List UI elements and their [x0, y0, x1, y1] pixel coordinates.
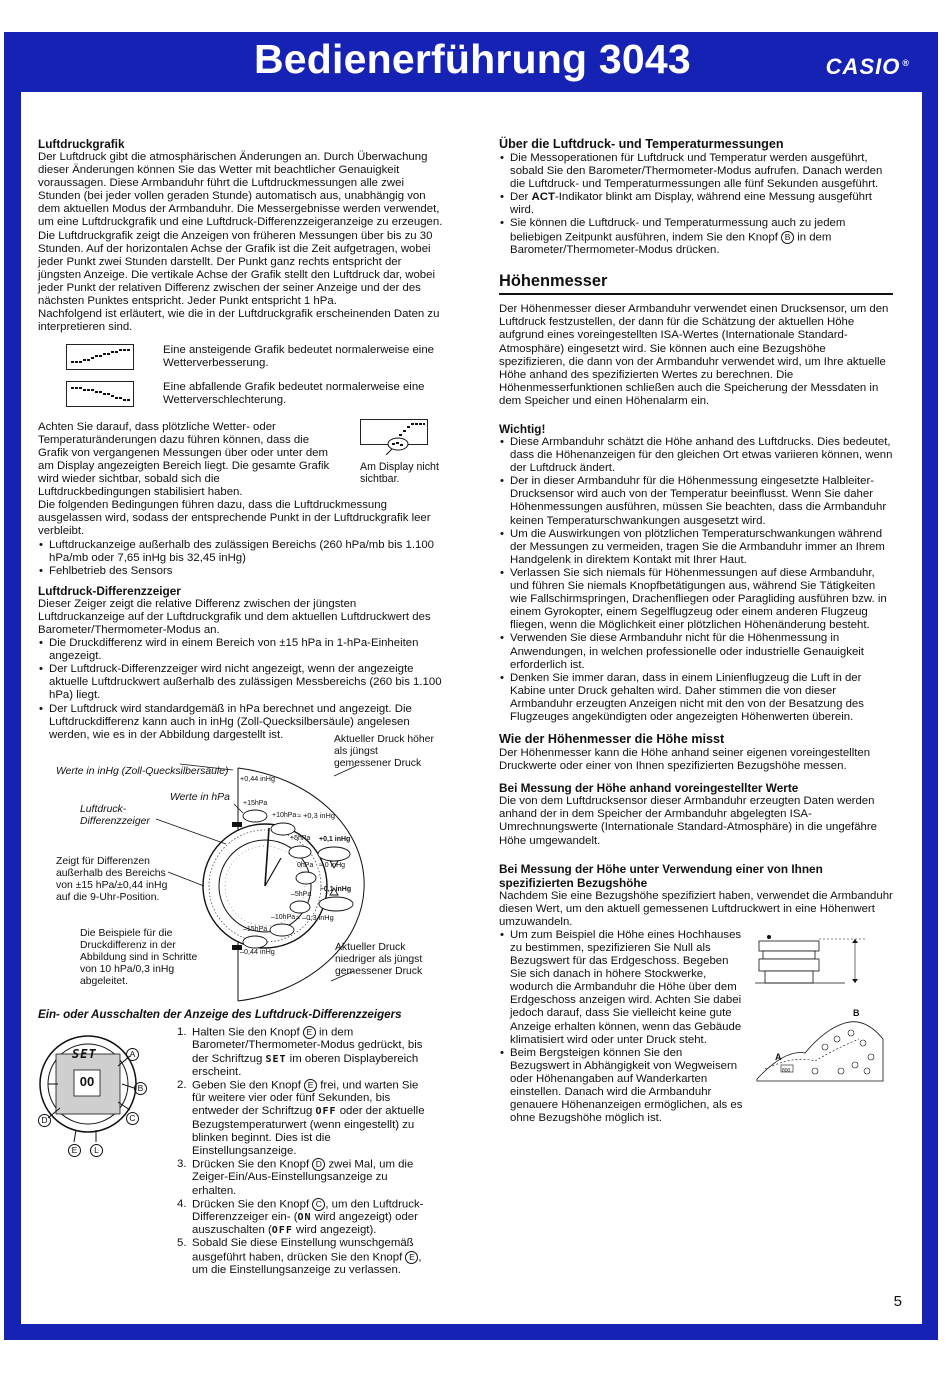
section-title-luftdruckgrafik: Luftdruckgrafik: [38, 137, 125, 151]
tick-plus-044-inhg: +0,44 inHg: [240, 773, 275, 783]
tick-minus-5-hpa: –5hPa: [291, 890, 312, 898]
key-c-icon: C: [312, 1198, 325, 1211]
button-c[interactable]: C: [126, 1112, 139, 1125]
tick-minus-03-inhg: ≈ –0,3 inHg: [296, 912, 334, 922]
label-inhg: Werte in inHg (Zoll-Quecksilbersäule): [56, 765, 229, 777]
list-item: • Verwenden Sie diese Armbanduhr nicht für die Höhenmessung in Anwendungen, in welchen professionelle oder industrielle Genauigkeit erforderlich ist.: [499, 632, 893, 671]
left-column: [38, 137, 443, 1277]
brand-logo: [826, 54, 910, 80]
step-item: 2. Geben Sie den Knopf E frei, und warten Sie für weitere vier oder fünf Sekunden, bis entweder der Schriftzug OFF oder der aktuelle Bezugstemperaturwert (wenn eingestellt) zu blinken beginnt. Dies ist die Einstellungsanzeige.: [177, 1078, 425, 1157]
list-item: • Beim Bergsteigen können Sie den Bezugswert in Abhängigkeit von Wegweisern oder Höhenangaben auf Wanderkarten einstellen. Danach wird die Armbanduhr genauere Höhenanzeigen ermöglichen, als es ohne Bezugshöhe möglich ist.: [499, 1047, 744, 1126]
step-item: 4. Drücken Sie den Knopf C , um den Luftdruck-Differenzzeiger ein- (ON wird angezeigt) oder auszuschalten (OFF wird angezeigt).: [177, 1197, 424, 1237]
falling-graph-icon: [66, 381, 134, 407]
key-b-icon: B: [781, 231, 794, 244]
tick-plus-10-hpa: +10hPa: [272, 811, 297, 819]
paragraph: Nachdem Sie eine Bezugshöhe spezifiziert haben, verwendet die Armbanduhr diesen Wert, um den aktuell gemessenen Luftdruckwert in eine Höhenwert umzuwandeln.: [499, 889, 893, 928]
tick-plus-5-hpa: +5hPa: [290, 834, 311, 842]
section-title-differenzzeiger: Luftdruck-Differenzzeiger: [38, 583, 181, 598]
switch-instructions: [38, 1026, 443, 1277]
list-item: • Luftdruckanzeige außerhalb des zulässigen Bereichs (260 hPa/mb bis 1.100 hPa/mb oder 7,65 inHg bis 32,45 inHg): [38, 539, 443, 565]
seg-off: OFF: [271, 1225, 293, 1237]
page-number: 5: [893, 1293, 902, 1310]
paragraph: Der Höhenmesser dieser Armbanduhr verwendet einen Drucksensor, um den Luftdruck festzustellen, der dann für die Schätzung der aktuellen Höhe aufgrund eines voreingestellten ISA-Wertes (Internationale Standard-Atmosphäre) eingesetzt wird. Sie können auch eine Bezugshöhe spezifizieren, die dann von der Armbanduhr verwendet wird, um Ihre aktuelle Höhe anhand des spezifizierten Wertes zu berechnen. Die Höhenmesserfunktionen schließen auch die Speicherung der Messdaten in dem Speicher und einen Höhenalarm ein.: [499, 303, 889, 407]
seg-set: SET: [265, 1053, 287, 1065]
building-figure: [755, 929, 885, 993]
key-e-icon: E: [303, 1026, 316, 1039]
measurement-list: [499, 152, 893, 257]
key-e-icon: E: [405, 1251, 418, 1264]
paragraph: Die folgenden Bedingungen führen dazu, dass die Luftdruckmessung ausgelassen wird, sodass der entsprechende Punkt in der Luftdruckgrafik leer verbleibt.: [38, 499, 431, 538]
tick-plus-15-hpa: +15hPa: [243, 799, 268, 807]
mountain-figure: [755, 1009, 885, 1088]
list-item: • Der ACT-Indikator blinkt am Display, während eine Messung ausgeführt wird.: [499, 191, 893, 217]
section-title-wie: Wie der Höhenmesser die Höhe misst: [499, 732, 725, 747]
section-title-bezugshoehe: Bei Messung der Höhe unter Verwendung einer von Ihnen spezifizierten Bezugshöhe: [499, 861, 823, 890]
key-d-icon: D: [312, 1158, 325, 1171]
reference-block: [499, 929, 893, 1125]
graph-fall-text: Eine abfallende Grafik bedeutet normalerweise eine Wetterverschlechterung.: [163, 380, 425, 406]
tick-minus-01-inhg: –0,1 inHg: [320, 885, 352, 893]
wichtig-heading: Wichtig!: [499, 422, 546, 437]
section-title-messungen: Über die Luftdruck- und Temperaturmessungen: [499, 137, 784, 151]
tick-plus-03-inhg: ≈ +0,3 inHg: [297, 810, 335, 820]
reference-list: [499, 929, 744, 1125]
watch-figure: [38, 1026, 163, 1166]
section-title-hoehenmesser: Höhenmesser: [499, 271, 893, 295]
display-caption: Am Display nicht sichtbar.: [360, 460, 439, 485]
graph-rise-row: [38, 344, 443, 370]
list-item: • Die Messoperationen für Luftdruck und Temperatur werden ausgeführt, sobald Sie den Barometer/Thermometer-Modus aufrufen. Danach werden die Luftdruck- und Temperaturmessungen alle fünf Sekunden ausgeführt.: [499, 152, 893, 191]
step-item: 3. Drücken Sie den Knopf D zwei Mal, um die Zeiger-Ein/Aus-Einstellungsanzeige zu erhalten.: [177, 1157, 414, 1197]
step-item: 5. Sobald Sie diese Einstellung wunschgemäß ausgeführt haben, drücken Sie den Knopf E , um die Einstellungsanzeige zu verlassen.: [177, 1237, 422, 1277]
seg-off: OFF: [315, 1106, 337, 1118]
rising-graph-icon: [66, 344, 134, 370]
step-item: 1. Halten Sie den Knopf E in dem Barometer/Thermometer-Modus gedrückt, bis der Schriftzug SET im oberen Displaybereich erscheint.: [177, 1025, 423, 1078]
tick-minus-10-hpa: –10hPa: [271, 913, 296, 921]
right-column: [499, 137, 893, 1125]
button-l[interactable]: L: [90, 1144, 103, 1157]
building-icon: [755, 929, 885, 989]
brand-name: CASIO: [825, 54, 901, 79]
act-indicator: ACT: [531, 191, 555, 204]
pointer-list: [38, 637, 443, 742]
tick-0-inhg: ≈ 0 inHg: [319, 861, 346, 869]
mountain-icon: [755, 1009, 885, 1084]
header-bar: [4, 32, 938, 90]
list-item: • Der Luftdruck wird standardgemäß in hPa berechnet und angezeigt. Die Luftdruckdifferenz kann auch in inHg (Zoll-Quecksilbersäule) angelesen werden, wie es in der Abbildung dargestellt ist.: [38, 703, 443, 742]
tick-0-hpa: 0hPa: [297, 861, 314, 869]
sign-label: 800: [782, 1067, 791, 1074]
tick-plus-01-inhg: +0,1 inHg: [319, 835, 351, 843]
label-higher: Aktueller Druck höher als jüngst gemessener Druck: [334, 733, 434, 769]
button-d[interactable]: D: [38, 1114, 51, 1127]
point-a-label: A: [775, 1051, 782, 1062]
pressure-pointer-diagram: [38, 733, 443, 1008]
button-a[interactable]: A: [126, 1048, 139, 1061]
offscale-marker-icon: [380, 437, 420, 455]
paragraph: Die von dem Luftdrucksensor dieser Armbanduhr erzeugten Daten werden anhand der in dem Speicher der Armbanduhr abgelegten ISA-Umrechnungswerte (Internationale Standard-Atmosphäre) in die ungefähre Höhe umgewandelt.: [499, 795, 878, 847]
registered-icon: ®: [902, 57, 910, 68]
set-indicator: SET: [72, 1046, 97, 1061]
list-item: • Sie können die Luftdruck- und Temperaturmessung auch zu jedem beliebigen Zeitpunkt ausführen, indem Sie den Knopf B in dem Barometer/Thermometer-Modus drücken.: [499, 217, 893, 257]
section-title-switch: Ein- oder Ausschalten der Anzeige des Luftdruck-Differenzzeigers: [38, 1007, 402, 1021]
section-title-voreingestellt: Bei Messung der Höhe anhand voreingestellter Werte: [499, 781, 799, 796]
list-item: • Diese Armbanduhr schätzt die Höhe anhand des Luftdrucks. Dies bedeutet, dass die Höhenanzeigen für den gleichen Ort etwas variieren können, wenn der Luftdruck ändert.: [499, 436, 893, 475]
list-item: • Denken Sie immer daran, dass in einem Linienflugzeug die Luft in der Kabine unter Druck gehalten wird. Daher stimmen die von dieser Armbanduhr erzeugten Anzeigen nicht mit den von der Besatzung des Flugzeuges angekündigten oder angezeigten Höhenwerten überein.: [499, 672, 893, 724]
graph-rise-text: Eine ansteigende Grafik bedeutet normalerweise eine Wetterverbesserung.: [163, 344, 435, 370]
list-item: • Fehlbetrieb des Sensors: [38, 565, 443, 578]
list-item: • Die Druckdifferenz wird in einem Bereich von ±15 hPa in 1-hPa-Einheiten angezeigt.: [38, 637, 443, 663]
tick-minus-15-hpa: –15hPa: [243, 925, 268, 933]
label-pointer: Luftdruck-Differenzzeiger: [80, 803, 150, 827]
list-item: • Um zum Beispiel die Höhe eines Hochhauses zu bestimmen, spezifizieren Sie Null als Bezugswert für das Erdgeschoss. Begeben Sie sich danach in höhere Stockwerke, wodurch die Armbanduhr die Höhe über dem Erdgeschoss anzeigen wird. Achten Sie dabei jedoch darauf, dass Sie vielleicht keine gute Anzeige erhalten können, wenn das Gebäude klimatisiert wird oder unter Druck steht.: [499, 929, 744, 1047]
list-item: • Um die Auswirkungen von plötzlichen Temperaturschwankungen während der Messungen zu vermeiden, tragen Sie die Armbanduhr immer an Ihrem Handgelenk in direktem Kontakt mit Ihrer Haut.: [499, 528, 893, 567]
steps-list: [177, 1026, 427, 1277]
important-list: [499, 436, 893, 724]
offscale-block: [38, 421, 443, 500]
watch-display-value: 00: [79, 1073, 95, 1089]
offscale-figure: [360, 419, 439, 485]
omission-list: [38, 539, 443, 578]
paragraph: Nachfolgend ist erläutert, wie die in der Luftdruckgrafik erscheinenden Daten zu interpretieren sind.: [38, 308, 440, 334]
paragraph: Der Höhenmesser kann die Höhe anhand seiner eigenen voreingestellten Druckwerte oder einer von Ihnen spezifizierten Bezugshöhe messen.: [499, 747, 871, 773]
label-examples: Die Beispiele für die Druckdifferenz in der Abbildung sind in Schritte von 10 hPa/0,3 inHg abgeleitet.: [80, 927, 198, 987]
label-beyond: Zeigt für Differenzen außerhalb des Bereichs von ±15 hPa/±0,44 inHg auf die 9-Uhr-Position.: [56, 855, 168, 903]
label-lower: Aktueller Druck niedriger als jüngst gemessener Druck: [335, 941, 423, 977]
tick-minus-044-inhg: –0,44 inHg: [240, 946, 275, 956]
list-item: • Der in dieser Armbanduhr für die Höhenmessung eingesetzte Halbleiter-Drucksensor wird auch von der Temperatur beeinflusst. Wenn Sie daher Höhenmessungen ausführen, müssen Sie beachten, dass die Armbanduhr keinen Temperaturschwankungen ausgesetzt wird.: [499, 475, 893, 527]
graph-fall-row: [38, 381, 443, 407]
list-item: • Verlassen Sie sich niemals für Höhenmessungen auf diese Armbanduhr, und führen Sie niemals Knopfbetätigungen aus, während Sie Tätigkeiten wie Fallschirmspringen, Drachenfliegen oder Paragliding ausführen bzw. in einem Gyrokopter, einem Segelflugzeug oder einem anderen Flugzeug fliegen, wenn die Möglichkeit einer plötzlichen Höhenänderung besteht.: [499, 567, 893, 632]
page-title: Bedienerführung 3043: [254, 36, 691, 82]
paragraph: Der Luftdruck gibt die atmosphärischen Änderungen an. Durch Überwachung dieser Änderungen können Sie das Wetter mit beachtlicher Genauigkeit voraussagen. Diese Armbanduhr führt die Luftdruckmessungen alle zwei Stunden (bei jeder vollen geraden Stunde) automatisch aus, unabhängig von dem aktuellen Modus der Armbanduhr. Die Messergebnisse werden verwendet, um eine Luftdruckgrafik und eine Luftdruck-Differenzzeigeranzeige zu erzeugen.: [38, 151, 443, 229]
list-item: • Der Luftdruck-Differenzzeiger wird nicht angezeigt, wenn der angezeigte aktuelle Luftdruckwert außerhalb des zulässigen Messbereichs (260 bis 1.100 hPa) liegt.: [38, 663, 443, 702]
point-b-label: B: [853, 1007, 860, 1018]
paragraph: Dieser Zeiger zeigt die relative Differenz zwischen der jüngsten Luftdruckanzeige auf der Luftdruckgrafik und dem aktuellen Luftdruckwert des Barometer/Thermometer-Modus an.: [38, 597, 431, 636]
label-hpa: Werte in hPa: [170, 791, 230, 803]
paragraph: Achten Sie darauf, dass plötzliche Wetter- oder Temperaturänderungen dazu führen können, dass die Grafik von vergangenen Messungen über oder unter dem am Display angezeigten Bereich liegt. Die gesamte Grafik wird wieder sichtbar, sobald sich die Luftdruckbedingungen stabilisiert haben.: [38, 420, 330, 499]
key-e-icon: E: [304, 1079, 317, 1092]
button-e[interactable]: E: [68, 1144, 81, 1157]
seg-on: ON: [297, 1212, 312, 1224]
button-b[interactable]: B: [134, 1082, 147, 1095]
paragraph: Die Luftdruckgrafik zeigt die Anzeigen von früheren Messungen über bis zu 30 Stunden. Auf der horizontalen Achse der Grafik ist die Zeit aufgetragen, wobei jeder Punkt zwei Stunden darstellt. Der Punkt ganz rechts entspricht der jüngsten Anzeige. Die vertikale Achse der Grafik stellt den Luftdruck dar, wobei jeder Punkt der relativen Differenz zwischen der seiner Anzeige und der des nächsten Punktes entspricht. Jeder Punkt entspricht 1 hPa.: [38, 229, 435, 308]
